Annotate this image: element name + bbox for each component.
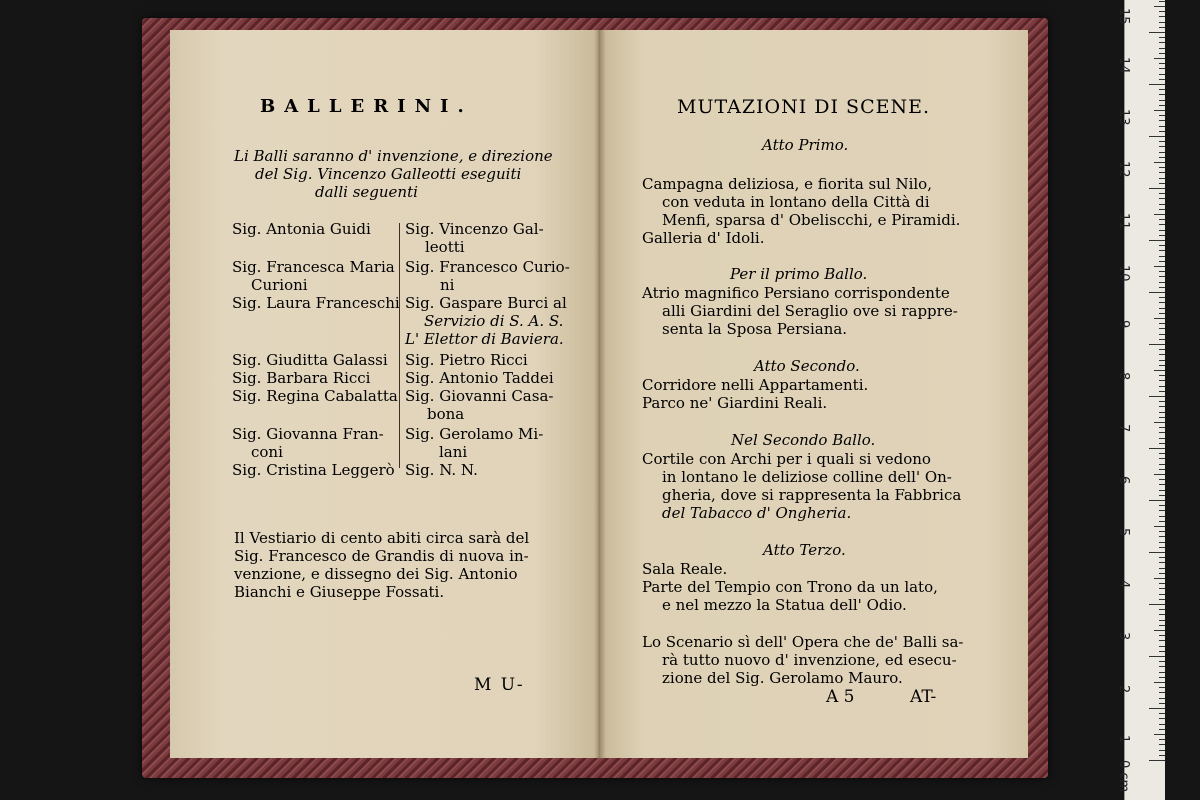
ruler-tick xyxy=(1159,157,1165,158)
scene-line: senta la Sposa Persiana. xyxy=(662,320,848,338)
dancer-name: Sig. Gaspare Burci al xyxy=(405,294,567,312)
costume-note-line: Bianchi e Giuseppe Fossati. xyxy=(234,583,445,601)
dancer-name: Sig. Vincenzo Gal- xyxy=(405,220,544,238)
ruler-tick xyxy=(1159,375,1165,376)
ruler-tick xyxy=(1159,198,1165,199)
ruler-tick xyxy=(1159,209,1165,210)
ruler-tick xyxy=(1159,718,1165,719)
scene-line: del Tabacco d' Ongheria. xyxy=(662,504,852,522)
ruler-number: 13 xyxy=(1116,109,1131,126)
ruler-tick xyxy=(1159,490,1165,491)
dancer-name: coni xyxy=(251,443,283,461)
left-catchword: M U- xyxy=(474,675,525,695)
ruler-tick xyxy=(1159,755,1165,756)
book-gutter xyxy=(594,30,606,758)
scene-line: Cortile con Archi per i quali si vedono xyxy=(642,450,931,468)
ruler-number: 10 xyxy=(1116,265,1131,282)
ruler-tick xyxy=(1159,744,1165,745)
ruler-tick xyxy=(1159,120,1165,121)
ruler-tick xyxy=(1154,578,1165,579)
ruler-tick xyxy=(1149,708,1165,709)
dancer-name: L' Elettor di Baviera. xyxy=(405,330,564,348)
costume-note-line: Il Vestiario di cento abiti circa sarà del xyxy=(234,529,530,547)
ruler-tick xyxy=(1159,100,1165,101)
ruler-tick xyxy=(1154,474,1165,475)
ruler-tick xyxy=(1159,698,1165,699)
scene-line: Corridore nelli Appartamenti. xyxy=(642,376,869,394)
ruler-tick xyxy=(1159,365,1165,366)
ruler-tick xyxy=(1159,391,1165,392)
ruler-tick xyxy=(1159,666,1165,667)
dancer-name: ni xyxy=(440,276,455,294)
ruler-tick xyxy=(1159,401,1165,402)
ruler-tick xyxy=(1149,84,1165,85)
ruler-tick xyxy=(1159,37,1165,38)
ruler-tick xyxy=(1159,692,1165,693)
ruler-tick xyxy=(1159,230,1165,231)
ruler-tick xyxy=(1159,484,1165,485)
dancer-name: leotti xyxy=(425,238,465,256)
ruler-tick xyxy=(1149,396,1165,397)
ruler-tick xyxy=(1159,261,1165,262)
ruler-tick xyxy=(1159,521,1165,522)
ruler-tick xyxy=(1159,63,1165,64)
ruler-tick xyxy=(1159,271,1165,272)
ruler-tick xyxy=(1159,183,1165,184)
ruler-tick xyxy=(1159,178,1165,179)
ruler-tick xyxy=(1159,152,1165,153)
dancer-name: Sig. Giovanna Fran- xyxy=(232,425,384,443)
ruler-tick xyxy=(1159,79,1165,80)
dancer-name: Sig. Cristina Leggerò xyxy=(232,461,395,479)
ruler-tick xyxy=(1159,282,1165,283)
dancer-name: Sig. Antonia Guidi xyxy=(232,220,371,238)
section-title: Per il primo Ballo. xyxy=(730,265,868,283)
ruler-tick xyxy=(1159,588,1165,589)
ruler-tick xyxy=(1159,443,1165,444)
ruler-tick xyxy=(1159,677,1165,678)
ruler-tick xyxy=(1159,505,1165,506)
ruler-tick xyxy=(1159,458,1165,459)
intro-line: dalli seguenti xyxy=(315,183,418,201)
dancer-name: lani xyxy=(439,443,468,461)
ruler-tick xyxy=(1159,354,1165,355)
ruler-tick xyxy=(1149,760,1165,761)
ruler-tick xyxy=(1159,224,1165,225)
ruler-tick xyxy=(1159,625,1165,626)
ruler-tick xyxy=(1159,412,1165,413)
ruler-tick xyxy=(1159,438,1165,439)
ruler-tick xyxy=(1154,266,1165,267)
dancer-name: Sig. Antonio Taddei xyxy=(405,369,554,387)
ruler-tick xyxy=(1159,729,1165,730)
signature-mark: A 5 xyxy=(826,687,855,707)
ruler-tick xyxy=(1159,339,1165,340)
right-page-heading: MUTAZIONI DI SCENE. xyxy=(677,96,931,118)
ruler-tick xyxy=(1159,635,1165,636)
ruler-tick xyxy=(1159,750,1165,751)
ruler-tick xyxy=(1149,552,1165,553)
ruler-number: 15 xyxy=(1116,8,1131,25)
scene-line: Atrio magnifico Persiano corrispondente xyxy=(642,284,950,302)
right-catchword: AT- xyxy=(910,687,937,707)
ruler-tick xyxy=(1149,344,1165,345)
ruler-tick xyxy=(1159,568,1165,569)
dancer-name: Sig. Gerolamo Mi- xyxy=(405,425,544,443)
ruler-tick xyxy=(1159,323,1165,324)
ruler-number: 2 xyxy=(1116,685,1131,694)
dancer-name: Sig. Francesco Curio- xyxy=(405,258,570,276)
ruler-number: 7 xyxy=(1116,424,1131,433)
ruler-tick xyxy=(1159,620,1165,621)
ruler-tick xyxy=(1159,594,1165,595)
ruler-tick xyxy=(1159,516,1165,517)
section-title: Atto Secondo. xyxy=(754,357,860,375)
ruler-tick xyxy=(1159,531,1165,532)
ruler-tick xyxy=(1154,682,1165,683)
costume-note-line: Sig. Francesco de Grandis di nuova in- xyxy=(234,547,529,565)
ruler-tick xyxy=(1159,48,1165,49)
ruler-tick xyxy=(1159,297,1165,298)
ruler-number: 14 xyxy=(1116,57,1131,74)
ruler-tick xyxy=(1159,22,1165,23)
ruler-tick xyxy=(1159,542,1165,543)
dancer-name: Sig. Giuditta Galassi xyxy=(232,351,388,369)
intro-line: Li Balli saranno d' invenzione, e direzione xyxy=(234,147,553,165)
ruler-tick xyxy=(1159,172,1165,173)
ruler-tick xyxy=(1159,126,1165,127)
scene-line: Parte del Tempio con Trono da un lato, xyxy=(642,578,938,596)
ruler-tick xyxy=(1159,115,1165,116)
ruler-tick xyxy=(1159,547,1165,548)
ruler-tick xyxy=(1159,302,1165,303)
ruler-tick xyxy=(1159,713,1165,714)
scene-line: Sala Reale. xyxy=(642,560,728,578)
dancer-name: Sig. Giovanni Casa- xyxy=(405,387,554,405)
ruler-tick xyxy=(1154,58,1165,59)
ruler-tick xyxy=(1159,614,1165,615)
ruler-tick xyxy=(1159,687,1165,688)
ruler-tick xyxy=(1159,193,1165,194)
ruler-number: 11 xyxy=(1116,213,1131,230)
ruler-tick xyxy=(1159,16,1165,17)
ruler-tick xyxy=(1154,318,1165,319)
ruler-tick xyxy=(1159,42,1165,43)
ruler-tick xyxy=(1159,89,1165,90)
ruler-tick xyxy=(1159,495,1165,496)
ruler-tick xyxy=(1154,110,1165,111)
left-page-heading: BALLERINI. xyxy=(260,96,473,117)
ruler-tick xyxy=(1159,432,1165,433)
ruler-tick xyxy=(1159,651,1165,652)
ruler-tick xyxy=(1159,510,1165,511)
ruler-tick xyxy=(1159,573,1165,574)
scene-line: alli Giardini del Seraglio ove si rappre- xyxy=(662,302,958,320)
measurement-ruler xyxy=(1116,0,1165,800)
scene-line: in lontano le deliziose colline dell' On- xyxy=(662,468,952,486)
dancer-name: bona xyxy=(427,405,465,423)
ruler-tick xyxy=(1159,562,1165,563)
ruler-tick xyxy=(1149,448,1165,449)
ruler-tick xyxy=(1159,464,1165,465)
ruler-tick xyxy=(1159,469,1165,470)
column-divider xyxy=(399,223,400,468)
ruler-tick xyxy=(1159,308,1165,309)
dancer-name: Sig. N. N. xyxy=(405,461,478,479)
ruler-tick xyxy=(1159,141,1165,142)
ruler-tick xyxy=(1154,422,1165,423)
ruler-number: 4 xyxy=(1116,580,1131,589)
ruler-tick xyxy=(1159,328,1165,329)
ruler-tick xyxy=(1159,739,1165,740)
costume-note-line: venzione, e dissegno dei Sig. Antonio xyxy=(234,565,518,583)
ruler-tick xyxy=(1159,406,1165,407)
ruler-tick xyxy=(1159,105,1165,106)
ruler-tick xyxy=(1154,526,1165,527)
ruler-number: 1 xyxy=(1116,735,1131,744)
ruler-tick xyxy=(1159,250,1165,251)
ruler-tick xyxy=(1159,235,1165,236)
dancer-name: Sig. Barbara Ricci xyxy=(232,369,371,387)
ruler-tick xyxy=(1159,167,1165,168)
scenery-note-line: rà tutto nuovo d' invenzione, ed esecu- xyxy=(662,651,957,669)
scene-line: Campagna deliziosa, e fiorita sul Nilo, xyxy=(642,175,932,193)
ruler-tick xyxy=(1159,11,1165,12)
scenery-note-line: Lo Scenario sì dell' Opera che de' Balli sa- xyxy=(642,633,964,651)
scene-line: gheria, dove si rappresenta la Fabbrica xyxy=(662,486,962,504)
ruler-tick xyxy=(1159,245,1165,246)
ruler-unit-label: 0 cm xyxy=(1116,760,1131,793)
ruler-tick xyxy=(1159,609,1165,610)
ruler-tick xyxy=(1159,536,1165,537)
ruler-tick xyxy=(1149,136,1165,137)
ruler-tick xyxy=(1154,214,1165,215)
ruler-tick xyxy=(1159,640,1165,641)
ruler-tick xyxy=(1154,6,1165,7)
ruler-number: 3 xyxy=(1116,632,1131,641)
ruler-tick xyxy=(1159,334,1165,335)
ruler-tick xyxy=(1149,188,1165,189)
intro-line: del Sig. Vincenzo Galleotti eseguiti xyxy=(255,165,522,183)
scene-line: e nel mezzo la Statua dell' Odio. xyxy=(662,596,907,614)
ruler-tick xyxy=(1159,204,1165,205)
ruler-tick xyxy=(1159,724,1165,725)
ruler-tick xyxy=(1154,162,1165,163)
ruler-tick xyxy=(1154,370,1165,371)
dancer-name: Sig. Pietro Ricci xyxy=(405,351,528,369)
ruler-tick xyxy=(1149,656,1165,657)
ruler-tick xyxy=(1159,313,1165,314)
ruler-tick xyxy=(1159,646,1165,647)
ruler-tick xyxy=(1159,94,1165,95)
ruler-tick xyxy=(1149,32,1165,33)
scenery-note-line: zione del Sig. Gerolamo Mauro. xyxy=(662,669,903,687)
ruler-tick xyxy=(1154,630,1165,631)
ruler-tick xyxy=(1159,661,1165,662)
ruler-tick xyxy=(1154,734,1165,735)
ruler-tick xyxy=(1159,276,1165,277)
ruler-tick xyxy=(1159,386,1165,387)
ruler-tick xyxy=(1159,256,1165,257)
ruler-tick xyxy=(1159,219,1165,220)
ruler-tick xyxy=(1159,74,1165,75)
ruler-tick xyxy=(1149,292,1165,293)
ruler-tick xyxy=(1159,27,1165,28)
ruler-tick xyxy=(1159,427,1165,428)
scene-line: Parco ne' Giardini Reali. xyxy=(642,394,828,412)
section-title: Nel Secondo Ballo. xyxy=(731,431,876,449)
ruler-number: 9 xyxy=(1116,320,1131,329)
ruler-tick xyxy=(1159,599,1165,600)
ruler-tick xyxy=(1159,287,1165,288)
ruler-tick xyxy=(1159,557,1165,558)
ruler-tick xyxy=(1159,380,1165,381)
ruler-tick xyxy=(1149,240,1165,241)
scene-line: Menfi, sparsa d' Obeliscchi, e Piramidi. xyxy=(662,211,961,229)
ruler-number: 8 xyxy=(1116,372,1131,381)
section-title: Atto Primo. xyxy=(762,136,849,154)
ruler-tick xyxy=(1159,131,1165,132)
ruler-tick xyxy=(1159,583,1165,584)
scene-line: con veduta in lontano della Città di xyxy=(662,193,930,211)
ruler-number: 12 xyxy=(1116,161,1131,178)
ruler-tick xyxy=(1159,360,1165,361)
ruler-number: 6 xyxy=(1116,476,1131,485)
ruler-tick xyxy=(1159,53,1165,54)
dancer-name: Sig. Laura Franceschi xyxy=(232,294,400,312)
ruler-number: 5 xyxy=(1116,528,1131,537)
ruler-tick xyxy=(1159,349,1165,350)
ruler-tick xyxy=(1159,453,1165,454)
dancer-name: Curioni xyxy=(251,276,308,294)
ruler-tick xyxy=(1159,417,1165,418)
ruler-tick xyxy=(1159,68,1165,69)
ruler-tick xyxy=(1149,500,1165,501)
ruler-tick xyxy=(1159,703,1165,704)
ruler-tick xyxy=(1159,672,1165,673)
scene-line: Galleria d' Idoli. xyxy=(642,229,765,247)
dancer-name: Servizio di S. A. S. xyxy=(424,312,564,330)
ruler-tick xyxy=(1159,479,1165,480)
ruler-tick xyxy=(1149,604,1165,605)
dancer-name: Sig. Regina Cabalatta xyxy=(232,387,398,405)
dancer-name: Sig. Francesca Maria xyxy=(232,258,395,276)
ruler-tick xyxy=(1159,146,1165,147)
ruler-tick xyxy=(1159,1,1165,2)
section-title: Atto Terzo. xyxy=(763,541,846,559)
